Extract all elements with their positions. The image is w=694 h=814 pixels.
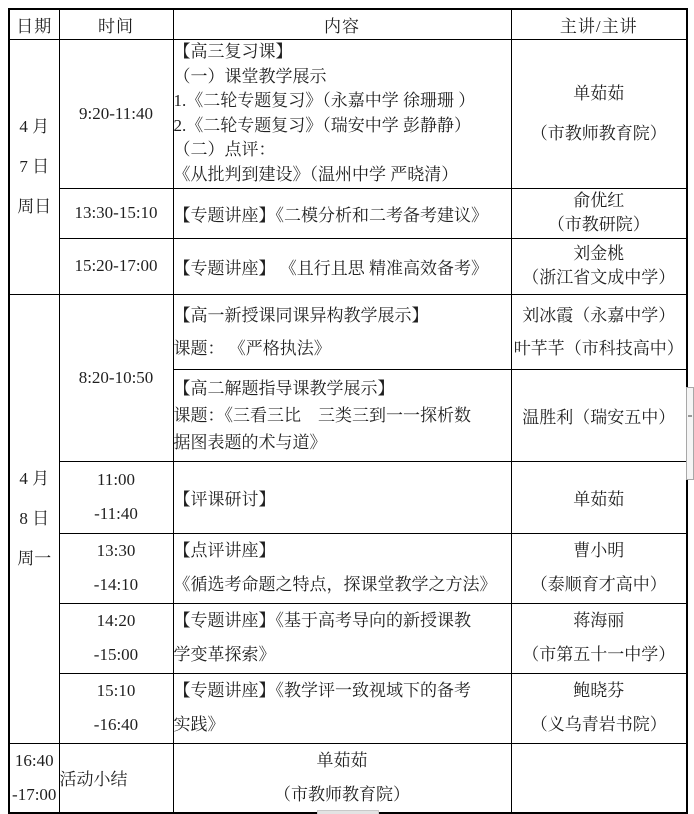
- speaker-name: 叶芊芊（市科技高中）: [513, 338, 684, 358]
- time-cell-r1: 9:20-11:40: [59, 39, 173, 188]
- date-cell-apr8: [9, 294, 59, 743]
- header-cell-content: 内容: [173, 9, 511, 39]
- content-cell-r3: [173, 238, 511, 294]
- speaker-cell-r4a: [511, 294, 687, 369]
- schedule-table: [8, 8, 688, 814]
- table-row: [9, 238, 687, 294]
- time-line: 14:20: [96, 611, 136, 630]
- time-cell-r9: [9, 743, 59, 813]
- speaker-cell-r3: [511, 238, 687, 294]
- table-row: [9, 188, 687, 238]
- time-line: -15:00: [93, 645, 139, 664]
- content-line: 【高二解题指导课教学展示】: [173, 378, 395, 398]
- table-row: [9, 603, 687, 673]
- time-cell-r7: [59, 603, 173, 673]
- time-line: -16:40: [93, 715, 139, 734]
- table-row: [9, 673, 687, 743]
- date-line: 周一: [17, 548, 52, 568]
- date-line: 周日: [17, 196, 52, 216]
- content-line: 【专题讲座】《基于高考导向的新授课教: [173, 611, 471, 630]
- speaker-school: （市教师教育院）: [274, 784, 410, 804]
- speaker-name: 单茹茹: [573, 83, 625, 103]
- content-line: 【专题讲座】 《且行且思 精准高效备考》: [173, 258, 488, 278]
- content-cell-r1: [173, 39, 511, 188]
- time-line: 11:00: [96, 470, 136, 489]
- date-line: 8 日: [19, 508, 50, 528]
- content-cell-r7: [173, 603, 511, 673]
- speaker-name: 曹小明: [573, 541, 625, 560]
- content-line: 【点评讲座】: [173, 541, 276, 560]
- time-line: -11:40: [94, 504, 138, 523]
- time-cell-r3: 15:20-17:00: [59, 238, 173, 294]
- speaker-cell-r5: [511, 461, 687, 533]
- speaker-cell-r6: [511, 533, 687, 603]
- content-line: 《循选考命题之特点，探课堂教学之方法》: [173, 575, 497, 594]
- content-line: （二）点评：: [173, 140, 276, 159]
- content-line: 课题： 《严格执法》: [173, 338, 331, 358]
- date-cell-apr7: [9, 39, 59, 294]
- time-line: 13:30: [96, 541, 136, 560]
- content-line: 课题：《三看三比 三类三到一一探析数: [173, 405, 471, 425]
- time-line: -14:10: [93, 575, 139, 594]
- content-cell-r4b: [173, 369, 511, 461]
- speaker-cell-r2: [511, 188, 687, 238]
- content-line: 实践》: [173, 715, 225, 734]
- time-cell-r4: 8:20-10:50: [59, 294, 173, 461]
- speaker-cell-r4b: [511, 369, 687, 461]
- content-cell-r8: [173, 673, 511, 743]
- speaker-name: 单茹茹: [573, 489, 625, 509]
- table-row: [9, 743, 687, 813]
- speaker-school: （泰顺育才高中）: [530, 575, 667, 594]
- content-line: 1.《二轮专题复习》（永嘉中学 徐珊珊 ）: [173, 91, 476, 110]
- content-line: 《从批判到建设》（温州中学 严晓清）: [173, 164, 459, 184]
- speaker-school: （浙江省文成中学）: [522, 268, 676, 287]
- table-row: [9, 294, 687, 369]
- date-line: 4 月: [19, 116, 50, 136]
- page-bottom-fragment: [317, 810, 379, 814]
- speaker-name: 俞优红: [573, 191, 625, 210]
- content-line: 活动小结: [59, 770, 128, 789]
- content-line: 学变革探索》: [173, 645, 276, 664]
- speaker-school: （市教师教育院）: [530, 123, 667, 143]
- table-row: [9, 39, 687, 188]
- scrollbar-grip-icon: [688, 415, 692, 417]
- speaker-cell-r9: [173, 743, 511, 813]
- speaker-name: 温胜利（瑞安五中）: [522, 407, 676, 427]
- table-row: [9, 533, 687, 603]
- date-line: 7 日: [19, 156, 50, 176]
- content-cell-r9: [59, 743, 173, 813]
- speaker-school: （市第五十一中学）: [522, 645, 676, 664]
- time-line: 16:40: [14, 750, 54, 770]
- content-cell-r6: [173, 533, 511, 603]
- content-cell-r4a: [173, 294, 511, 369]
- speaker-cell-r8: [511, 673, 687, 743]
- speaker-school: （义乌青岩书院）: [530, 715, 667, 734]
- content-cell-r2: [173, 188, 511, 238]
- time-line: -17:00: [12, 784, 57, 804]
- speaker-name: 单茹茹: [316, 750, 368, 770]
- date-line: 4 月: [19, 468, 50, 488]
- speaker-name: 刘冰霞（永嘉中学）: [522, 305, 676, 325]
- content-line: 【评课研讨】: [173, 489, 276, 509]
- header-cell-speaker: 主讲/主讲: [511, 9, 687, 39]
- content-line: （一）课堂教学展示: [173, 66, 327, 86]
- time-cell-r6: [59, 533, 173, 603]
- time-cell-r8: [59, 673, 173, 743]
- header-cell-time: 时间: [59, 9, 173, 39]
- speaker-name: 刘金桃: [573, 244, 625, 263]
- table-row: [9, 461, 687, 533]
- scrollbar-thumb[interactable]: [686, 387, 694, 480]
- time-cell-r2: 13:30-15:10: [59, 188, 173, 238]
- content-line: 【专题讲座】《二模分析和二考备考建议》: [173, 205, 488, 225]
- content-line: 【高一新授课同课异构教学展示】: [173, 305, 429, 325]
- content-line: 据图表题的术与道》: [173, 432, 327, 452]
- content-line: 2.《二轮专题复习》（瑞安中学 彭静静）: [173, 115, 471, 135]
- speaker-cell-r7: [511, 603, 687, 673]
- content-cell-r5: [173, 461, 511, 533]
- header-cell-date: 日期: [9, 9, 59, 39]
- content-line: 【专题讲座】《教学评一致视域下的备考: [173, 681, 471, 700]
- speaker-cell-r1: [511, 39, 687, 188]
- time-cell-r5: [59, 461, 173, 533]
- time-line: 15:10: [96, 681, 136, 700]
- content-line: 【高三复习课】: [173, 42, 293, 61]
- header-row: [9, 9, 687, 39]
- speaker-name: 鲍晓芬: [573, 681, 625, 700]
- speaker-school: （市教研院）: [547, 215, 650, 234]
- speaker-name: 蒋海丽: [573, 611, 625, 630]
